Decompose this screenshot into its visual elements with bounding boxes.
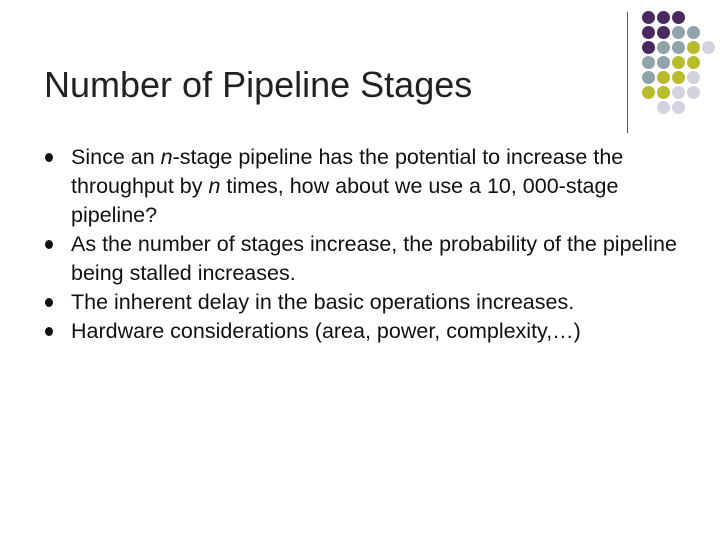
- bullet-text: -stage pipeline has the potential to increase the throughput by: [71, 145, 624, 198]
- decorative-dot: [672, 41, 685, 54]
- decorative-dot: [657, 26, 670, 39]
- decorative-dot: [687, 26, 700, 39]
- decorative-dot: [657, 56, 670, 69]
- bullet-text: n: [208, 174, 221, 198]
- bullet-text: n: [160, 145, 173, 169]
- decorative-dot: [672, 56, 685, 69]
- bullet-text: Hardware considerations (area, power, complexity,…): [71, 319, 581, 343]
- bullet-marker: [45, 298, 53, 307]
- decorative-dot: [642, 86, 655, 99]
- decorative-dot: [687, 71, 700, 84]
- decorative-dot: [672, 86, 685, 99]
- bullet-item: [44, 288, 704, 317]
- bullet-marker: [45, 153, 53, 162]
- title-divider: [627, 12, 628, 133]
- slide-title: Number of Pipeline Stages: [44, 64, 473, 105]
- bullet-marker: [45, 327, 53, 336]
- decorative-dot: [687, 56, 700, 69]
- decorative-dot-grid: [642, 11, 720, 133]
- bullet-text: Since an: [71, 145, 161, 169]
- bullet-list: [44, 143, 704, 346]
- decorative-dot: [642, 71, 655, 84]
- bullet-text: times, how about we use a 10, 000-stage pipeline?: [71, 174, 619, 227]
- decorative-dot: [642, 11, 655, 24]
- decorative-dot: [672, 71, 685, 84]
- bullet-text: As the number of stages increase, the probability of the pipeline being stalled increases.: [71, 232, 677, 285]
- decorative-dot: [657, 86, 670, 99]
- bullet-item: [44, 230, 704, 288]
- decorative-dot: [672, 26, 685, 39]
- decorative-dot: [672, 101, 685, 114]
- decorative-dot: [642, 41, 655, 54]
- decorative-dot: [657, 11, 670, 24]
- bullet-item: [44, 317, 704, 346]
- decorative-dot: [657, 41, 670, 54]
- decorative-dot: [687, 86, 700, 99]
- decorative-dot: [657, 101, 670, 114]
- decorative-dot: [702, 41, 715, 54]
- decorative-dot: [642, 56, 655, 69]
- decorative-dot: [672, 11, 685, 24]
- bullet-marker: [45, 240, 53, 249]
- bullet-text: The inherent delay in the basic operations increases.: [71, 290, 575, 314]
- bullet-item: [44, 143, 704, 230]
- decorative-dot: [657, 71, 670, 84]
- decorative-dot: [642, 26, 655, 39]
- decorative-dot: [687, 41, 700, 54]
